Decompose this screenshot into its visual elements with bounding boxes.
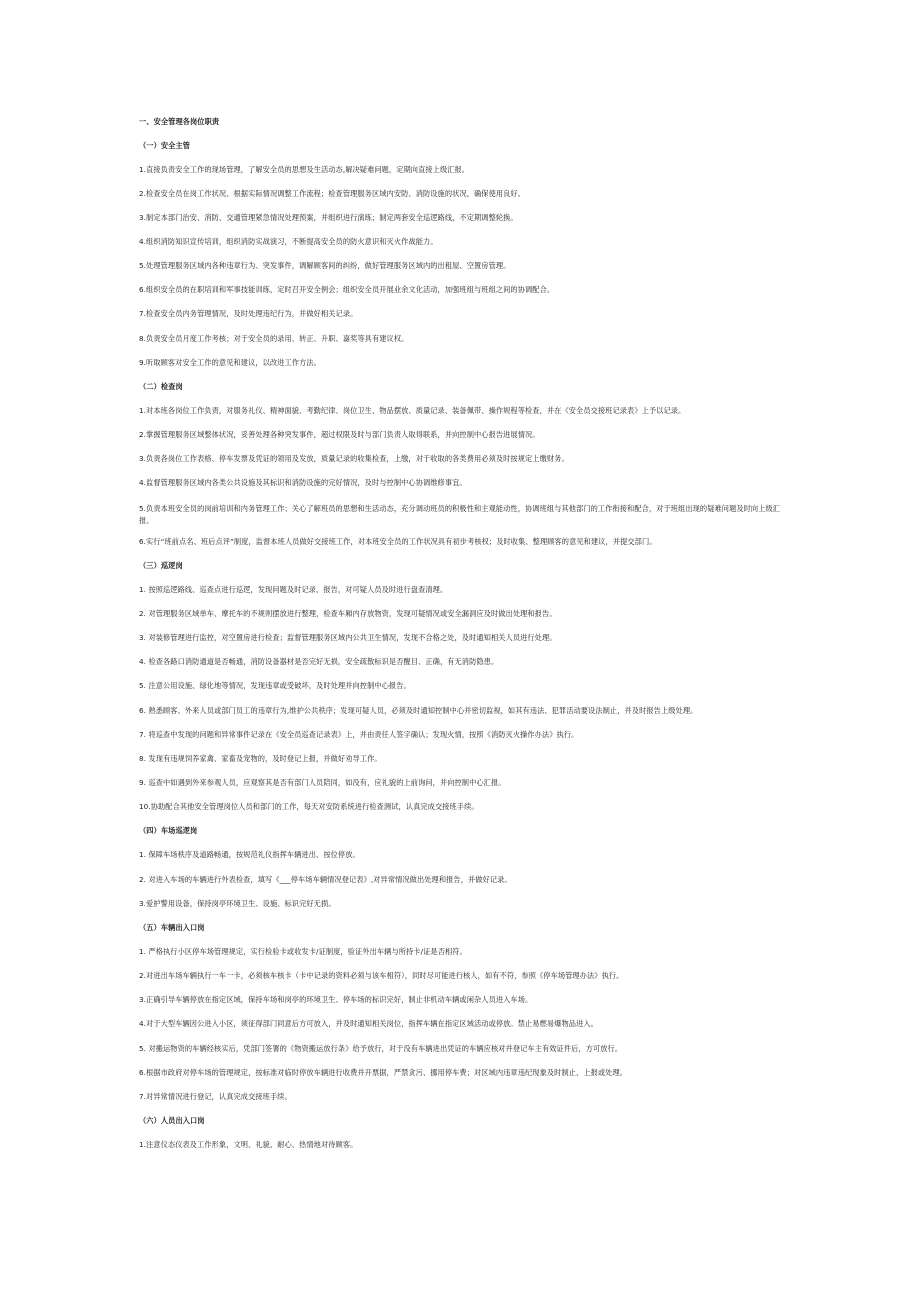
duty-item: 3.制定本部门治安、消防、交通管理紧急情况处理预案，并组织进行演练；制定两套安全巡逻路线，不定期调整轮换。 xyxy=(139,212,518,222)
duty-item: 1. 严格执行小区停车场管理规定，实行检验卡或收发卡/证制度，验证外出车辆与所持卡/证是否相符。 xyxy=(139,947,467,956)
duty-item: 1.对本班各岗位工作负责，对服务礼仪、精神面貌、考勤纪律、岗位卫生、物品摆放、质量记录、装备佩带、操作规程等检查，并在《安全员交接班记录表》上予以记录。 xyxy=(139,406,686,416)
duty-item: 5. 注意公用设施、绿化地等情况，发现违章或受破坏，及时处理并向控制中心报告。 xyxy=(139,681,411,691)
duty-item: 5. 对搬运物资的车辆经核实后，凭部门签署的《物资搬运放行条》给予放行，对于没有车辆进出凭证的车辆应核对并登记车主有效证件后，方可放行。 xyxy=(139,1043,623,1053)
duty-item: 5.处理管理服务区域内各种违章行为、突发事件，调解顾客间的纠纷，做好管理服务区域内的出租屋、空置房管理。 xyxy=(139,261,511,271)
section-title: （三）巡逻岗 xyxy=(139,560,183,570)
section-title: （一）安全主管 xyxy=(139,140,191,150)
duty-item: 8.负责安全员月度工作考核；对于安全员的录用、转正、升职、嘉奖等具有建议权。 xyxy=(139,333,409,343)
duty-item: 7.对异常情况进行登记，认真完成交接班手续。 xyxy=(139,1091,292,1101)
duty-item: 3.爱护警用设备，保持岗亭环境卫生、设施、标识完好无损。 xyxy=(139,898,336,908)
duty-item: 4.组织消防知识宣传培训，组织消防实战演习，不断提高安全员的防火意识和灭火作战能力。 xyxy=(139,237,438,247)
duty-item: 1.注意仪态仪表及工作形象，文明、礼貌、耐心、热情地对待顾客。 xyxy=(139,1140,358,1150)
duty-item: 1. 保障车场秩序及道路畅通，按规范礼仪指挥车辆进出、按位停放。 xyxy=(139,850,360,860)
document-body xyxy=(139,117,789,1164)
duty-item: 4.监督管理服务区域内各类公共设施及其标识和消防设施的完好情况，及时与控制中心协调维修事宜。 xyxy=(139,478,467,488)
duty-item: 9.听取顾客对安全工作的意见和建议，以改进工作方法。 xyxy=(139,357,321,367)
duty-item: 3.正确引导车辆停放在指定区域，保持车场和岗亭的环境卫生、停车场的标识完好，制止非机动车辆或闲杂人员进入车场。 xyxy=(139,995,533,1005)
duty-item: 6.实行“班前点名、班后点评”制度，监督本班人员做好交接班工作，对本班安全员的工作状况具有初步考核权；及时收集、整理顾客的意见和建议，并提交部门。 xyxy=(139,536,657,546)
duty-item: 2.掌握管理服务区域整体状况，妥善处理各种突发事件，超过权限及时与部门负责人取得联系，并向控制中心报告进展情况。 xyxy=(139,430,540,440)
duty-item: 3.负责各岗位工作表格、停车发票及凭证的领用及发放，质量记录的收集检查，上缴，对于收取的各类费用必须及时按规定上缴财务。 xyxy=(139,454,569,464)
section-title: （六）人员出入口岗 xyxy=(139,1115,205,1125)
duty-item: 9. 巡查中如遇到外来参观人员，应观察其是否有部门人员陪同，如没有，应礼貌的上前询问，并向控制中心汇报。 xyxy=(139,778,506,788)
duty-item: 10.协助配合其他安全管理岗位人员和部门的工作，每天对安防系统进行检查测试，认真完成交接班手续。 xyxy=(139,802,479,812)
section-title: （四）车场巡逻岗 xyxy=(139,826,198,836)
duty-item: 3. 对装修管理进行监控，对空置房进行检查；监督管理服务区域内公共卫生情况，发现不合格之处，及时通知相关人员进行处理。 xyxy=(139,633,557,643)
duty-item: 8. 发现有违规饲养家禽、家畜及宠物的，及时登记上报，并做好劝导工作。 xyxy=(139,753,382,763)
duty-item: 6. 熟悉顾客、外来人员或部门员工的违章行为,维护公共秩序；发现可疑人员，必须及时通知控制中心并密切监视，如其有违法、犯罪活动要设法制止，并及时报告上级处理。 xyxy=(139,705,698,715)
duty-item: 7.检查安全员内务管理情况，及时处理违纪行为，并做好相关记录。 xyxy=(139,309,358,319)
duty-item: 2.检查安全员在岗工作状况、根据实际情况调整工作流程；检查管理服务区域内安防、消防设施的状况，确保使用良好。 xyxy=(139,188,526,198)
duty-item: 2. 对管理服务区域单车、摩托车的不规则摆放进行整理，检查车厢内存放物资，发现可疑情况或安全漏洞应及时做出处理和报告。 xyxy=(139,609,557,619)
duty-item: 1. 按照巡逻路线、巡查点进行巡逻，发现问题及时记录、报告，对可疑人员及时进行盘查清理。 xyxy=(139,584,448,594)
duty-item: 4.对于大型车辆因公进入小区，须征得部门同意后方可放入，并及时通知相关岗位，指挥车辆在指定区域活动或停放。禁止易燃易爆物品进入。 xyxy=(139,1019,598,1029)
duty-item: 2.对进出车场车辆执行一车一卡，必须核车核卡（卡中记录的资料必须与该车相符），同时尽可能进行核人，如有不符，参照《停车场管理办法》执行。 xyxy=(139,971,624,981)
duty-item: 7. 将巡查中发现的问题和异常事件记录在《安全员巡查记录表》上，并由责任人签字确认；发现火情，按照《消防灭火操作办法》执行。 xyxy=(139,729,579,739)
duty-item: 4. 检查各路口消防通道是否畅通，消防设备器材是否完好无损，安全疏散标识是否醒目、正确，有无消防隐患。 xyxy=(139,657,499,667)
duty-item: 5.负责本班安全员的岗前培训和内务管理工作；关心了解班员的思想和生活动态，充分调动班员的积极性和主观能动性，协调班组与其他部门的工作衔接和配合，对于班组出现的疑难问题及时向上级汇报。 xyxy=(139,503,781,526)
duty-item: 6.组织安全员的在职培训和军事技能训练，定时召开安全例会；组织安全员开展业余文化活动，加强班组与班组之间的协调配合。 xyxy=(139,285,555,295)
duty-item: 2. 对进入车场的车辆进行外表检查，填写《___停车场车辆情况登记表》,对异常情况做出处理和报告，并做好记录。 xyxy=(139,874,512,884)
section-title: （二）检查岗 xyxy=(139,381,183,391)
document-heading: 一、安全管理各岗位职责 xyxy=(139,117,220,126)
duty-item: 6.根据市政府对停车场的管理规定，按标准对临时停放车辆进行收费并开票据，严禁贪污、挪用停车费；对区域内违章违纪现象及时制止、上报或处理。 xyxy=(139,1067,628,1077)
section-title: （五）车辆出入口岗 xyxy=(139,922,205,932)
duty-item: 1.直接负责安全工作的现场管理，了解安全员的思想及生活动态,解决疑难问题，定期向直接上级汇报。 xyxy=(139,164,470,174)
